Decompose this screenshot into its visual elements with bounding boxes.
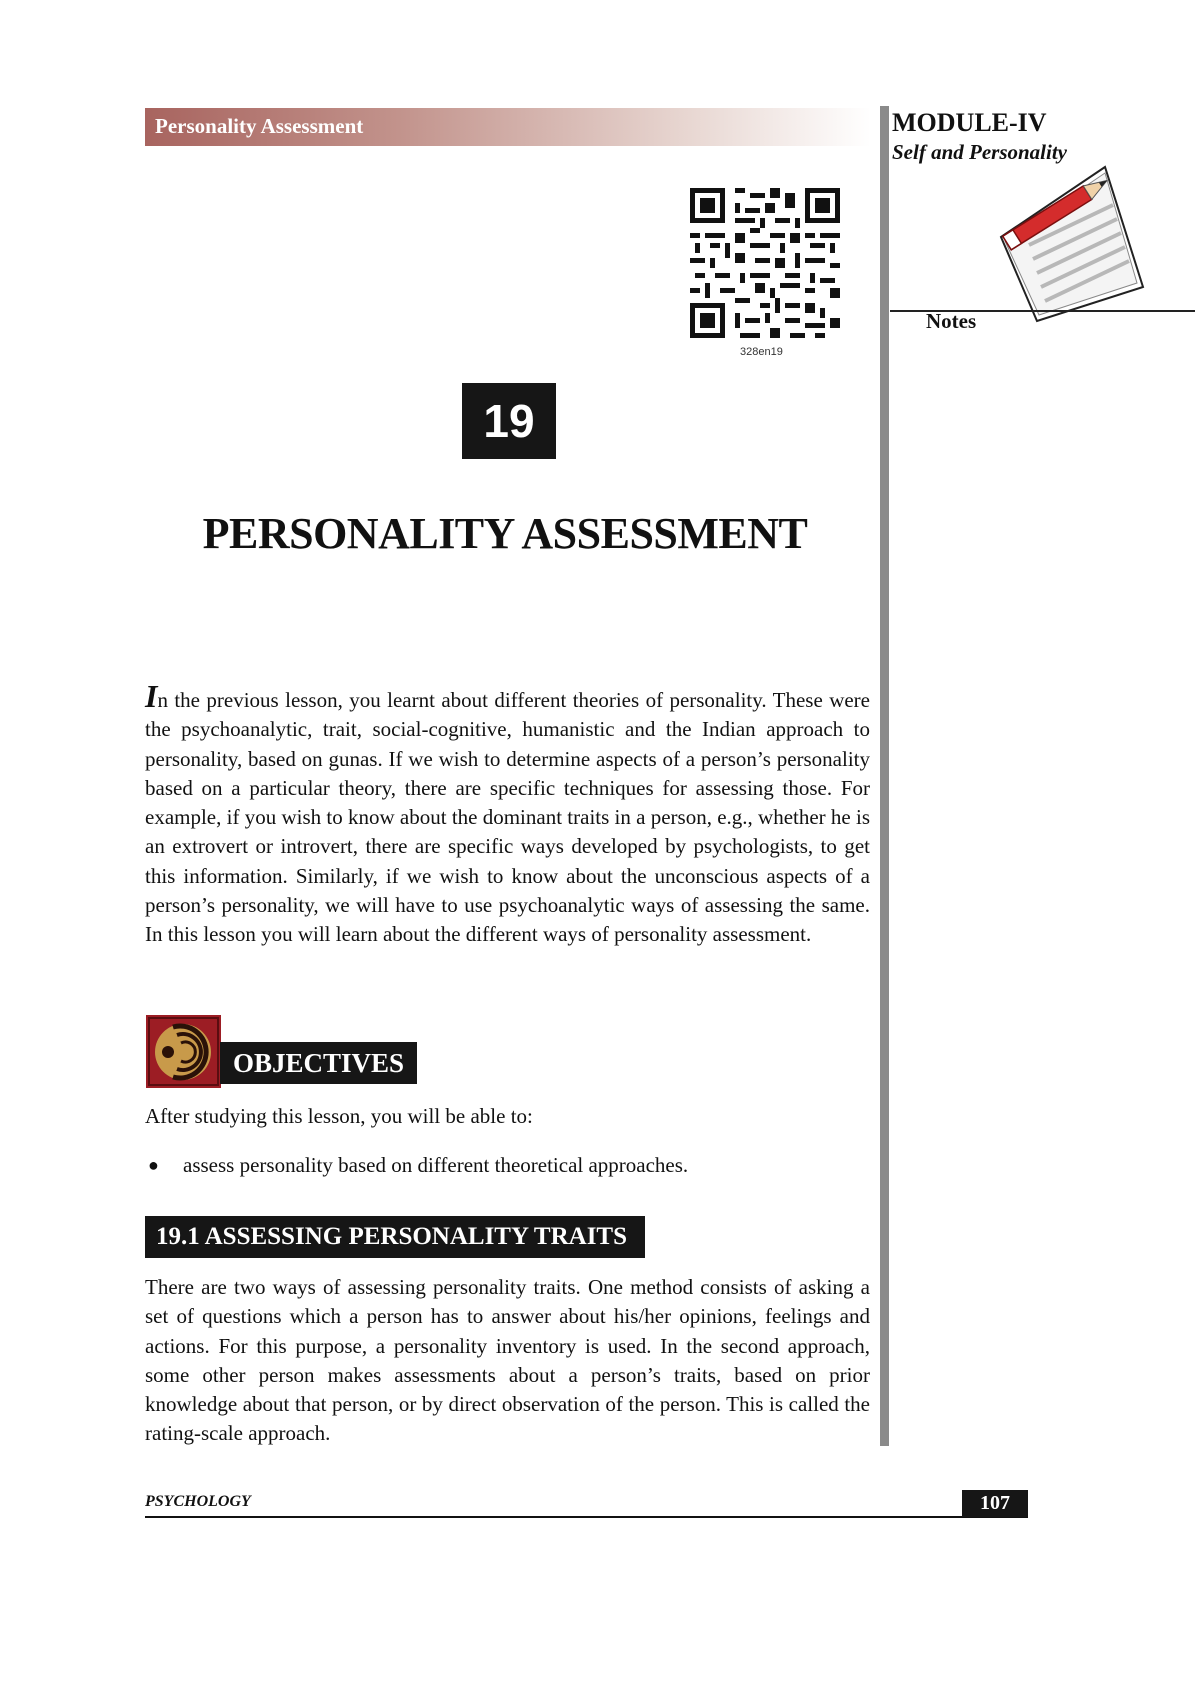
lesson-title: PERSONALITY ASSESSMENT [202,509,808,558]
lesson-number: 19 [462,383,556,459]
qr-caption: 328en19 [740,346,783,358]
module-title: MODULE-IV [892,108,1047,137]
objectives-lead: After studying this lesson, you will be able to: [145,1104,533,1128]
objectives-heading: OBJECTIVES [220,1042,417,1084]
qr-code[interactable] [690,188,840,338]
intro-dropcap: I [145,678,158,714]
section-heading: 19.1 ASSESSING PERSONALITY TRAITS [145,1216,645,1258]
notes-pencil-icon [995,165,1145,325]
objective-item: assess personality based on different theoretical approaches. [183,1153,689,1177]
bullet-icon: ● [148,1155,159,1175]
intro-paragraph [145,678,870,950]
notes-label: Notes [926,309,977,333]
section-paragraph: There are two ways of assessing personality traits. One method consists of asking a set of questions which a person has to answer about his/her opinions, feelings and actions. For this purpose, a personality inventory is used. In the second approach, some other person makes assessments about a person’s traits, based on prior knowledge about that person, or by direct observation of the person. This is called the rating-scale approach. [145,1275,870,1446]
objectives-spiral-icon [146,1015,221,1088]
footer-rule [145,1516,1028,1518]
page-number: 107 [962,1490,1028,1517]
intro-text: n the previous lesson, you learnt about different theories of personality. These were the psychoanalytic, trait, social-cognitive, humanistic and the Indian approach to personality, based on gunas. If we wish to determine aspects of a person’s personality based on a particular theory, there are specific techniques for assessing those. For example, if you wish to know about the dominant traits in a person, e.g., whether he is an extrovert or introvert, there are specific ways developed by psychologists, to get this information. Similarly, if we wish to know about the unconscious aspects of a person’s personality, we will have to use psychoanalytic ways of assessing the same. In this lesson you will learn about the different ways of personality assessment. [145,688,870,947]
footer-subject: PSYCHOLOGY [145,1493,251,1510]
sidebar-divider [880,106,889,1446]
module-subtitle: Self and Personality [892,140,1068,164]
running-header-title: Personality Assessment [155,114,364,138]
running-header [145,108,871,146]
